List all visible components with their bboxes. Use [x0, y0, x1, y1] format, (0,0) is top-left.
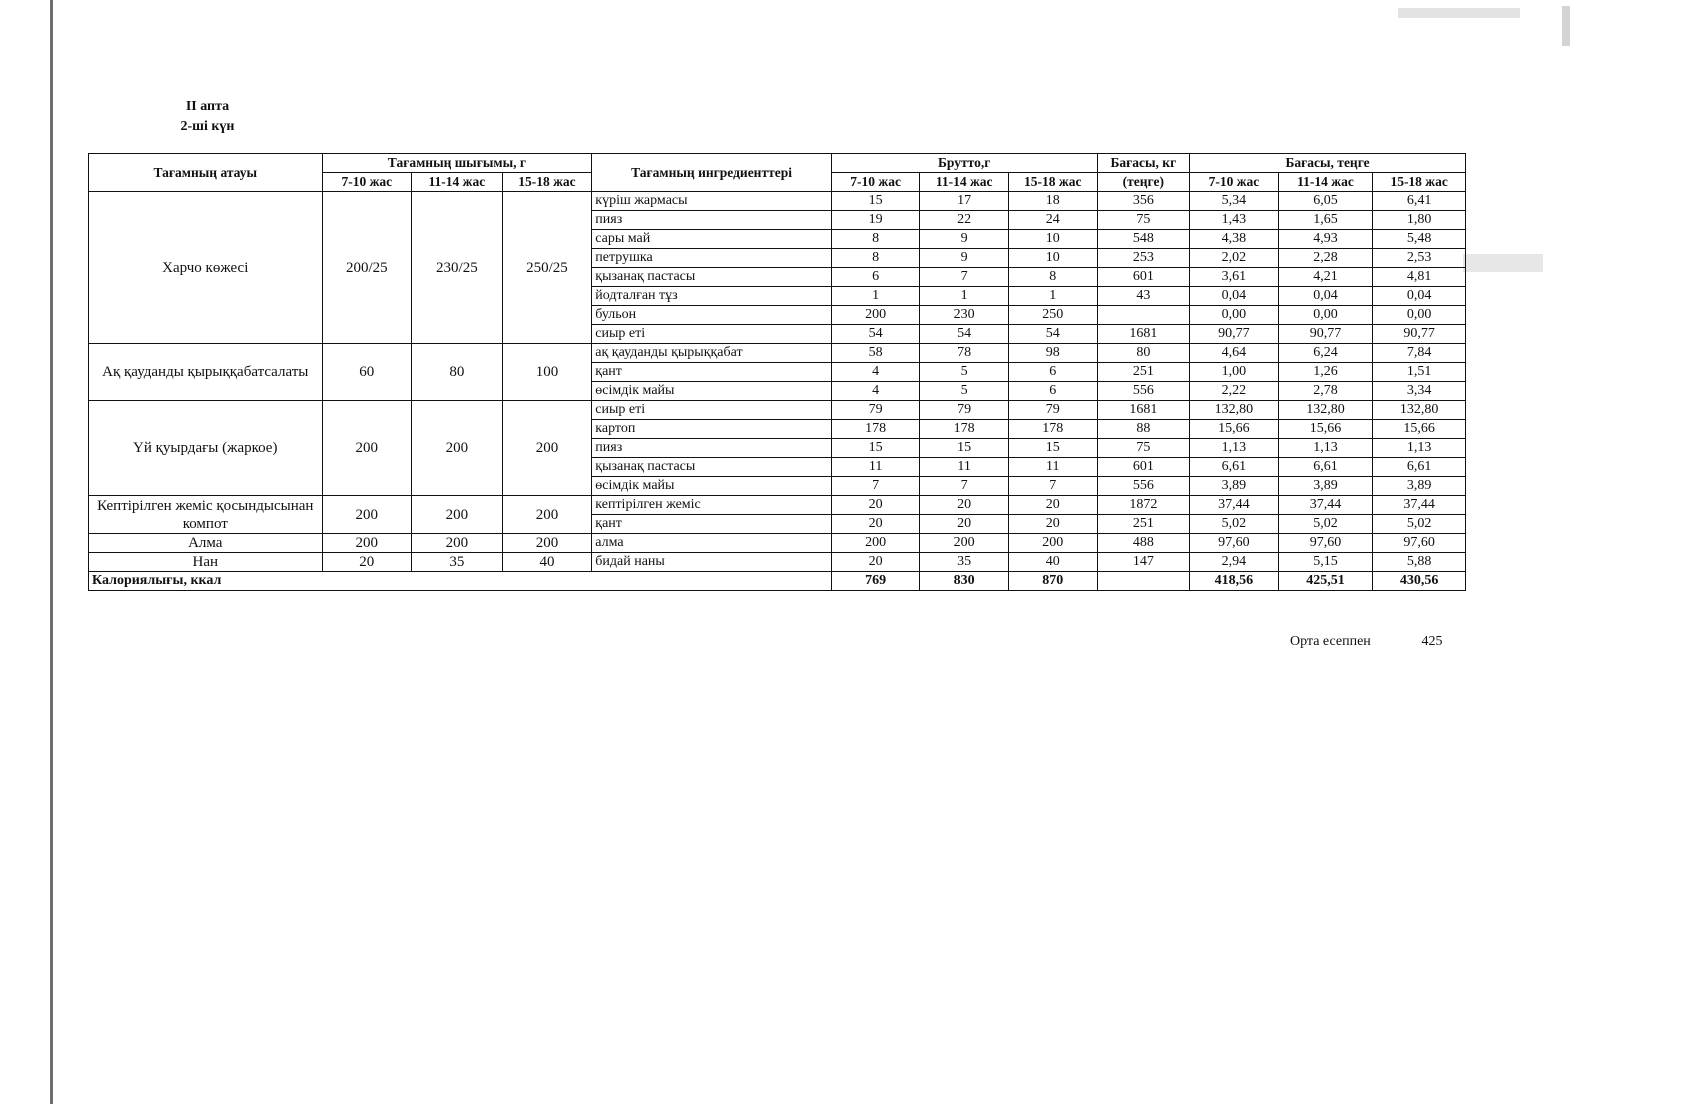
price-value: 6,61 — [1373, 458, 1466, 477]
brutto-value: 20 — [1008, 515, 1097, 534]
price-value: 4,93 — [1278, 230, 1373, 249]
price-value: 15,66 — [1190, 420, 1279, 439]
price-value: 5,34 — [1190, 192, 1279, 211]
price-per-kg: 556 — [1097, 382, 1190, 401]
total-price: 425,51 — [1278, 572, 1373, 591]
price-per-kg: 88 — [1097, 420, 1190, 439]
brutto-value: 178 — [1008, 420, 1097, 439]
price-value: 3,89 — [1190, 477, 1279, 496]
brutto-value: 9 — [920, 230, 1009, 249]
total-price: 418,56 — [1190, 572, 1279, 591]
brutto-value: 6 — [831, 268, 920, 287]
average-label: Орта есеппен — [1290, 634, 1371, 649]
brutto-value: 7 — [920, 477, 1009, 496]
week-label: II апта — [185, 99, 230, 114]
table-row — [89, 553, 1466, 572]
dish-yield: 200 — [502, 401, 592, 496]
price-value: 37,44 — [1190, 496, 1279, 515]
brutto-value: 17 — [920, 192, 1009, 211]
price-value: 97,60 — [1373, 534, 1466, 553]
brutto-value: 5 — [920, 363, 1009, 382]
age-group-header: 11-14 жас — [920, 173, 1009, 192]
price-kg-unit: (теңге) — [1097, 173, 1190, 192]
scan-left-edge — [50, 0, 53, 1104]
table-row — [89, 192, 1466, 211]
ingredient-name: сиыр еті — [592, 401, 832, 420]
total-price-kg — [1097, 572, 1190, 591]
brutto-value: 15 — [831, 192, 920, 211]
ingredient-name: сиыр еті — [592, 325, 832, 344]
day-label: 2-ші күн — [180, 119, 235, 134]
total-brutto: 769 — [831, 572, 920, 591]
price-per-kg — [1097, 306, 1190, 325]
brutto-value: 200 — [1008, 534, 1097, 553]
dish-yield: 200 — [322, 401, 412, 496]
brutto-value: 20 — [920, 496, 1009, 515]
price-value: 6,24 — [1278, 344, 1373, 363]
price-value: 4,81 — [1373, 268, 1466, 287]
ingredient-name: қант — [592, 363, 832, 382]
ingredient-name: картоп — [592, 420, 832, 439]
price-value: 90,77 — [1190, 325, 1279, 344]
age-group-header: 7-10 жас — [1190, 173, 1279, 192]
brutto-value: 11 — [1008, 458, 1097, 477]
dish-name: Нан — [89, 553, 323, 572]
price-value: 3,61 — [1190, 268, 1279, 287]
age-group-header: 15-18 жас — [1373, 173, 1466, 192]
col-dish-name: Тағамның атауы — [89, 154, 323, 192]
price-value: 2,22 — [1190, 382, 1279, 401]
page-header — [150, 97, 265, 137]
brutto-value: 35 — [920, 553, 1009, 572]
col-ingredients: Тағамның ингредиенттері — [592, 154, 832, 192]
dish-yield: 200 — [322, 496, 412, 534]
brutto-value: 20 — [1008, 496, 1097, 515]
scan-artifact — [1562, 6, 1570, 46]
brutto-value: 1 — [831, 287, 920, 306]
ingredient-name: бульон — [592, 306, 832, 325]
price-per-kg: 253 — [1097, 249, 1190, 268]
age-group-header: 7-10 жас — [831, 173, 920, 192]
dish-name: Алма — [89, 534, 323, 553]
price-value: 0,00 — [1278, 306, 1373, 325]
price-value: 37,44 — [1278, 496, 1373, 515]
price-per-kg: 1681 — [1097, 325, 1190, 344]
price-value: 2,78 — [1278, 382, 1373, 401]
dish-name: Ақ қауданды қырыққабатсалаты — [89, 344, 323, 401]
price-value: 5,02 — [1190, 515, 1279, 534]
dish-yield: 20 — [322, 553, 412, 572]
ingredient-name: йодталған тұз — [592, 287, 832, 306]
col-price-kg: Бағасы, кг — [1097, 154, 1190, 173]
price-per-kg: 1681 — [1097, 401, 1190, 420]
table-row — [89, 496, 1466, 515]
price-value: 3,34 — [1373, 382, 1466, 401]
brutto-value: 54 — [1008, 325, 1097, 344]
dish-yield: 35 — [412, 553, 503, 572]
price-value: 1,00 — [1190, 363, 1279, 382]
price-value: 3,89 — [1278, 477, 1373, 496]
price-value: 15,66 — [1278, 420, 1373, 439]
total-brutto: 870 — [1008, 572, 1097, 591]
price-value: 5,02 — [1278, 515, 1373, 534]
price-value: 3,89 — [1373, 477, 1466, 496]
dish-yield: 60 — [322, 344, 412, 401]
total-row — [89, 572, 1466, 591]
brutto-value: 22 — [920, 211, 1009, 230]
ingredient-name: сары май — [592, 230, 832, 249]
brutto-value: 20 — [831, 553, 920, 572]
col-yield: Тағамның шығымы, г — [322, 154, 592, 173]
age-group-header: 11-14 жас — [1278, 173, 1373, 192]
brutto-value: 4 — [831, 363, 920, 382]
price-value: 37,44 — [1373, 496, 1466, 515]
menu-table — [88, 153, 1466, 591]
price-value: 6,41 — [1373, 192, 1466, 211]
brutto-value: 230 — [920, 306, 1009, 325]
brutto-value: 1 — [920, 287, 1009, 306]
dish-yield: 40 — [502, 553, 592, 572]
brutto-value: 58 — [831, 344, 920, 363]
brutto-value: 178 — [831, 420, 920, 439]
price-value: 2,28 — [1278, 249, 1373, 268]
price-value: 6,61 — [1278, 458, 1373, 477]
brutto-value: 200 — [831, 306, 920, 325]
scan-artifact — [1463, 254, 1543, 272]
age-group-header: 11-14 жас — [412, 173, 503, 192]
brutto-value: 8 — [1008, 268, 1097, 287]
price-value: 0,04 — [1278, 287, 1373, 306]
brutto-value: 79 — [920, 401, 1009, 420]
price-per-kg: 1872 — [1097, 496, 1190, 515]
brutto-value: 24 — [1008, 211, 1097, 230]
brutto-value: 78 — [920, 344, 1009, 363]
ingredient-name: кептірілген жеміс — [592, 496, 832, 515]
brutto-value: 98 — [1008, 344, 1097, 363]
brutto-value: 10 — [1008, 249, 1097, 268]
price-value: 1,43 — [1190, 211, 1279, 230]
price-value: 5,48 — [1373, 230, 1466, 249]
price-value: 15,66 — [1373, 420, 1466, 439]
price-per-kg: 548 — [1097, 230, 1190, 249]
price-value: 5,02 — [1373, 515, 1466, 534]
brutto-value: 54 — [831, 325, 920, 344]
brutto-value: 4 — [831, 382, 920, 401]
price-value: 2,94 — [1190, 553, 1279, 572]
price-value: 6,05 — [1278, 192, 1373, 211]
dish-yield: 200 — [322, 534, 412, 553]
brutto-value: 1 — [1008, 287, 1097, 306]
price-value: 1,13 — [1278, 439, 1373, 458]
price-value: 0,00 — [1373, 306, 1466, 325]
ingredient-name: күріш жармасы — [592, 192, 832, 211]
price-value: 5,88 — [1373, 553, 1466, 572]
brutto-value: 15 — [831, 439, 920, 458]
dish-yield: 200 — [502, 496, 592, 534]
price-per-kg: 75 — [1097, 211, 1190, 230]
table-row — [89, 401, 1466, 420]
col-brutto: Брутто,г — [831, 154, 1097, 173]
ingredient-name: қант — [592, 515, 832, 534]
price-value: 132,80 — [1373, 401, 1466, 420]
age-group-header: 7-10 жас — [322, 173, 412, 192]
ingredient-name: пияз — [592, 439, 832, 458]
brutto-value: 79 — [1008, 401, 1097, 420]
price-value: 97,60 — [1278, 534, 1373, 553]
table-row — [89, 534, 1466, 553]
price-value: 0,00 — [1190, 306, 1279, 325]
brutto-value: 20 — [831, 496, 920, 515]
price-value: 2,53 — [1373, 249, 1466, 268]
price-value: 1,26 — [1278, 363, 1373, 382]
price-per-kg: 356 — [1097, 192, 1190, 211]
dish-yield: 100 — [502, 344, 592, 401]
brutto-value: 15 — [1008, 439, 1097, 458]
brutto-value: 15 — [920, 439, 1009, 458]
price-per-kg: 147 — [1097, 553, 1190, 572]
dish-yield: 200 — [412, 401, 503, 496]
price-value: 1,13 — [1190, 439, 1279, 458]
brutto-value: 6 — [1008, 382, 1097, 401]
price-value: 90,77 — [1373, 325, 1466, 344]
dish-name: Кептірілген жеміс қосындысынан компот — [89, 496, 323, 534]
brutto-value: 40 — [1008, 553, 1097, 572]
price-value: 90,77 — [1278, 325, 1373, 344]
ingredient-name: қызанақ пастасы — [592, 268, 832, 287]
menu-table-body — [89, 192, 1466, 591]
dish-yield: 230/25 — [412, 192, 503, 344]
ingredient-name: ақ қауданды қырыққабат — [592, 344, 832, 363]
brutto-value: 200 — [831, 534, 920, 553]
price-value: 97,60 — [1190, 534, 1279, 553]
price-per-kg: 488 — [1097, 534, 1190, 553]
price-value: 4,38 — [1190, 230, 1279, 249]
age-group-header: 15-18 жас — [1008, 173, 1097, 192]
dish-yield: 80 — [412, 344, 503, 401]
price-value: 0,04 — [1373, 287, 1466, 306]
brutto-value: 200 — [920, 534, 1009, 553]
footer-average — [1290, 634, 1443, 650]
brutto-value: 11 — [920, 458, 1009, 477]
dish-yield: 200 — [412, 534, 503, 553]
ingredient-name: өсімдік майы — [592, 382, 832, 401]
dish-yield: 250/25 — [502, 192, 592, 344]
brutto-value: 6 — [1008, 363, 1097, 382]
ingredient-name: өсімдік майы — [592, 477, 832, 496]
table-row — [89, 344, 1466, 363]
brutto-value: 7 — [920, 268, 1009, 287]
brutto-value: 7 — [1008, 477, 1097, 496]
dish-yield: 200 — [502, 534, 592, 553]
ingredient-name: бидай наны — [592, 553, 832, 572]
ingredient-name: пияз — [592, 211, 832, 230]
ingredient-name: қызанақ пастасы — [592, 458, 832, 477]
age-group-header: 15-18 жас — [502, 173, 592, 192]
price-value: 132,80 — [1278, 401, 1373, 420]
brutto-value: 8 — [831, 249, 920, 268]
brutto-value: 250 — [1008, 306, 1097, 325]
brutto-value: 7 — [831, 477, 920, 496]
price-value: 2,02 — [1190, 249, 1279, 268]
col-price-tenge: Бағасы, теңге — [1190, 154, 1466, 173]
dish-name: Үй қуырдағы (жаркое) — [89, 401, 323, 496]
brutto-value: 11 — [831, 458, 920, 477]
brutto-value: 20 — [920, 515, 1009, 534]
price-per-kg: 556 — [1097, 477, 1190, 496]
price-per-kg: 43 — [1097, 287, 1190, 306]
average-value: 425 — [1421, 634, 1443, 649]
brutto-value: 54 — [920, 325, 1009, 344]
price-per-kg: 601 — [1097, 268, 1190, 287]
brutto-value: 5 — [920, 382, 1009, 401]
total-brutto: 830 — [920, 572, 1009, 591]
scan-artifact — [1398, 8, 1520, 18]
price-value: 132,80 — [1190, 401, 1279, 420]
price-value: 7,84 — [1373, 344, 1466, 363]
ingredient-name: алма — [592, 534, 832, 553]
ingredient-name: петрушка — [592, 249, 832, 268]
price-per-kg: 601 — [1097, 458, 1190, 477]
brutto-value: 9 — [920, 249, 1009, 268]
price-value: 1,51 — [1373, 363, 1466, 382]
brutto-value: 79 — [831, 401, 920, 420]
dish-yield: 200 — [412, 496, 503, 534]
brutto-value: 10 — [1008, 230, 1097, 249]
brutto-value: 18 — [1008, 192, 1097, 211]
price-value: 0,04 — [1190, 287, 1279, 306]
price-per-kg: 80 — [1097, 344, 1190, 363]
brutto-value: 19 — [831, 211, 920, 230]
brutto-value: 8 — [831, 230, 920, 249]
price-per-kg: 75 — [1097, 439, 1190, 458]
price-per-kg: 251 — [1097, 363, 1190, 382]
price-value: 4,21 — [1278, 268, 1373, 287]
price-value: 5,15 — [1278, 553, 1373, 572]
price-value: 1,65 — [1278, 211, 1373, 230]
price-value: 6,61 — [1190, 458, 1279, 477]
dish-name: Харчо көжесі — [89, 192, 323, 344]
total-label: Калориялығы, ккал — [89, 572, 832, 591]
price-per-kg: 251 — [1097, 515, 1190, 534]
price-value: 1,80 — [1373, 211, 1466, 230]
dish-yield: 200/25 — [322, 192, 412, 344]
total-price: 430,56 — [1373, 572, 1466, 591]
brutto-value: 20 — [831, 515, 920, 534]
price-value: 4,64 — [1190, 344, 1279, 363]
price-value: 1,13 — [1373, 439, 1466, 458]
brutto-value: 178 — [920, 420, 1009, 439]
